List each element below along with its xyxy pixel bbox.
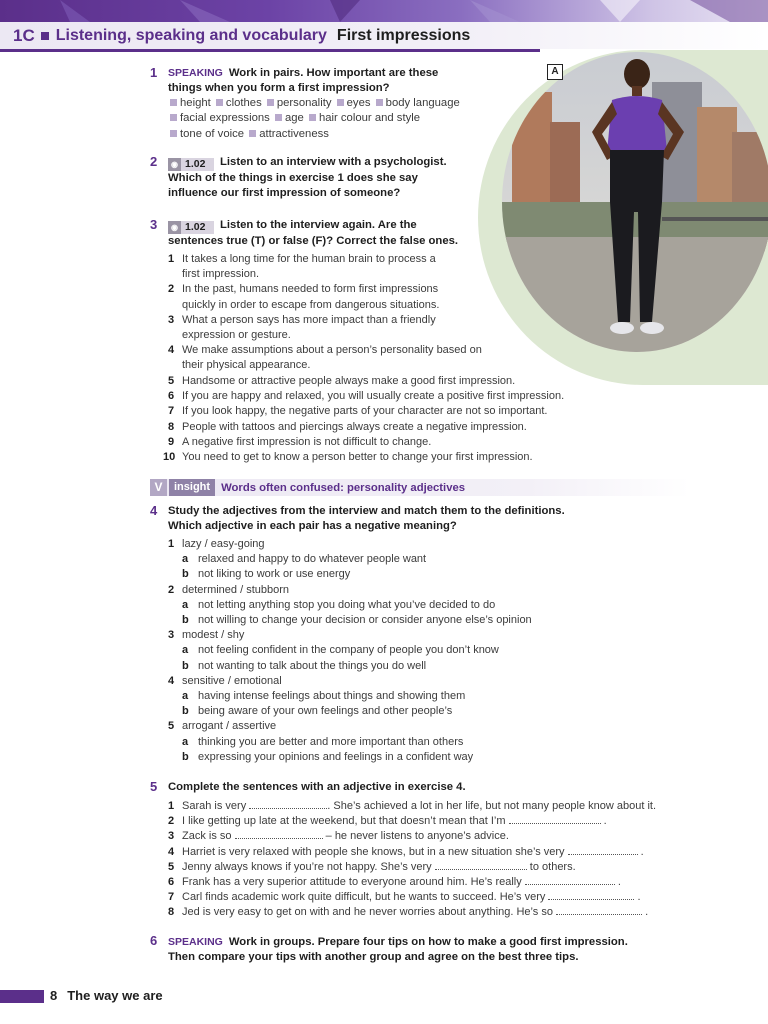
insight-tag: insight: [169, 479, 215, 496]
true-false-list: [168, 252, 598, 374]
item-number: 8: [168, 420, 175, 433]
gap-fill-item: [168, 814, 688, 829]
unit-name: The way we are: [67, 988, 163, 1003]
sentence-end: .: [640, 845, 644, 858]
vocab-word: eyes: [346, 97, 371, 109]
item-text: A negative first impression is not difficult to change.: [182, 435, 432, 448]
vocab-word: height: [180, 97, 211, 109]
item-text: If you look happy, the negative parts of your character are not so important.: [182, 405, 548, 418]
answer-gap[interactable]: [249, 800, 327, 809]
definition-text: being aware of your own feelings and other people’s: [198, 705, 453, 718]
instruction-line: Work in groups. Prepare four tips on how to make a good first impression.: [228, 936, 628, 948]
unit-title-bar: [0, 22, 768, 49]
definition: [168, 613, 532, 628]
speaking-label: SPEAKING: [168, 936, 223, 948]
sentence-end: to others.: [529, 860, 576, 873]
answer-gap[interactable]: [525, 876, 615, 885]
definition-text: not wanting to talk about the things you do well: [198, 659, 427, 672]
vocab-word: age: [284, 112, 304, 125]
item-text: We make assumptions about a person’s personality based on: [182, 344, 482, 357]
exercise-5-instruction: Complete the sentences with an adjective in exercise 4.: [168, 781, 466, 793]
adjective-pair: [168, 537, 532, 552]
item-number: 5: [168, 860, 175, 873]
definition-text: not feeling confident in the company of people you don’t know: [198, 644, 499, 657]
vocab-word: body language: [385, 97, 460, 109]
definition-text: thinking you are better and more important than others: [198, 735, 464, 748]
page-footer: [50, 988, 163, 1003]
definition-text: not liking to work or use energy: [198, 568, 351, 581]
item-text: What a person says has more impact than a friendly: [182, 313, 436, 326]
header-decoration: [0, 0, 768, 22]
item-text: You need to get to know a person better to change your first impression.: [182, 451, 533, 464]
gap-fill-item: [168, 905, 688, 920]
list-item: [163, 450, 608, 465]
exercise-1-instruction: [168, 66, 498, 97]
sentence-end: .: [617, 876, 621, 889]
item-number: 2: [168, 283, 175, 296]
sentence-start: Sarah is very: [182, 800, 247, 812]
adjective-pair: [168, 674, 532, 689]
exercise-number: 6: [150, 933, 158, 948]
true-false-list-continued: [163, 374, 608, 465]
gap-fill-item: [168, 875, 688, 890]
page-number: 8: [50, 988, 58, 1003]
item-number: 4: [168, 344, 175, 357]
adjective-pair: [168, 628, 532, 643]
vocabulary-word-list: [168, 96, 468, 142]
title-divider: [0, 49, 540, 52]
list-item: [168, 343, 598, 373]
vocab-word: attractiveness: [259, 127, 329, 140]
gap-fill-item: [168, 829, 688, 844]
item-number: 3: [168, 830, 175, 843]
answer-gap[interactable]: [435, 861, 527, 870]
vocabulary-insight-bar: [150, 479, 690, 496]
square-bullet-icon: [170, 130, 177, 137]
list-item: [168, 374, 608, 389]
vocab-word: tone of voice: [180, 127, 245, 140]
item-number: 9: [168, 435, 175, 448]
instruction-line: influence our first impression of someone?: [168, 187, 401, 200]
definition: [168, 567, 532, 582]
definition: [168, 598, 532, 613]
vocab-word: facial expressions: [180, 112, 270, 125]
instruction-line: Which of the things in exercise 1 does she say: [168, 172, 418, 184]
square-bullet-icon: [170, 99, 177, 106]
list-item: [168, 389, 608, 404]
instruction-line: Work in pairs. How important are these: [228, 67, 439, 79]
adjective-pair: [168, 719, 532, 734]
footer-bar: [0, 990, 44, 1003]
item-number: 10: [163, 451, 176, 464]
definition-letter: a: [182, 735, 189, 748]
instruction-line: sentences true (T) or false (F)? Correct the false ones.: [168, 235, 459, 247]
item-text: first impression.: [182, 268, 260, 281]
gap-fill-item: [168, 799, 688, 814]
exercise-number: 3: [150, 217, 158, 232]
item-number: 3: [168, 629, 175, 642]
list-item: [168, 420, 608, 435]
item-text: their physical appearance.: [182, 359, 311, 372]
item-text: quickly in order to escape from dangerous situations.: [182, 298, 440, 311]
item-number: 6: [168, 876, 175, 889]
adjective-pair-text: modest / shy: [182, 629, 245, 642]
adjective-pair-text: lazy / easy-going: [182, 538, 265, 550]
sentence-start: Carl finds academic work quite difficult, but he wants to succeed. He’s very: [182, 891, 546, 904]
definition-text: not letting anything stop you doing what you’ve decided to do: [198, 598, 496, 611]
square-bullet-icon: [275, 114, 282, 121]
vocab-word: clothes: [225, 97, 262, 109]
definition-text: not willing to change your decision or consider anyone else’s opinion: [198, 614, 532, 627]
item-text: Handsome or attractive people always make a good first impression.: [182, 375, 516, 387]
adjective-pair: [168, 583, 532, 598]
definition: [168, 659, 532, 674]
sentence-start: Frank has a very superior attitude to everyone around him. He’s really: [182, 876, 522, 889]
square-bullet-icon: [267, 99, 274, 106]
header-band: [0, 0, 768, 22]
list-item: [168, 252, 598, 282]
square-bullet-icon: [337, 99, 344, 106]
adjective-pair-text: determined / stubborn: [182, 583, 290, 596]
speaking-label: SPEAKING: [168, 67, 223, 79]
sentence-end: .: [645, 906, 649, 919]
exercise-number: 5: [150, 779, 158, 794]
adjective-pair-text: arrogant / assertive: [182, 720, 277, 733]
square-bullet-icon: [249, 130, 256, 137]
insight-title: Words often confused: personality adjectives: [221, 481, 466, 494]
definition-letter: a: [182, 553, 189, 566]
square-bullet-icon: [41, 32, 49, 40]
definition-letter: b: [182, 750, 189, 763]
definition: [168, 704, 532, 719]
item-text: In the past, humans needed to form first impressions: [182, 283, 439, 296]
item-number: 5: [168, 720, 175, 733]
definition-letter: b: [182, 705, 189, 718]
item-number: 3: [168, 313, 175, 326]
unit-section-title: Listening, speaking and vocabulary: [55, 26, 327, 44]
item-number: 7: [168, 405, 175, 418]
adjective-pairs-list: [168, 537, 532, 765]
gap-fill-item: [168, 860, 688, 875]
definition: [168, 689, 532, 704]
list-item: [168, 282, 598, 312]
instruction-line: things when you form a first impression?: [168, 82, 390, 95]
item-number: 6: [168, 390, 175, 403]
item-number: 7: [168, 891, 175, 904]
sentence-start: Jenny always knows if you’re not happy. She’s very: [182, 860, 432, 873]
definition: [168, 735, 532, 750]
item-text: It takes a long time for the human brain to process a: [182, 253, 436, 265]
square-bullet-icon: [376, 99, 383, 106]
adjective-pair-text: sensitive / emotional: [182, 674, 282, 687]
instruction-line: Listen to the interview again. Are the: [220, 219, 417, 231]
answer-gap[interactable]: [568, 846, 638, 855]
definition-letter: b: [182, 614, 189, 627]
list-item: [168, 435, 608, 450]
audio-track-number: 1.02: [185, 221, 206, 233]
item-number: 5: [168, 375, 175, 387]
item-text: If you are happy and relaxed, you will usually create a positive first impression.: [182, 390, 565, 403]
item-number: 2: [168, 815, 175, 828]
definition-letter: a: [182, 690, 189, 703]
answer-gap[interactable]: [235, 830, 323, 839]
square-bullet-icon: [170, 114, 177, 121]
sentence-end: .: [637, 891, 641, 904]
vocabulary-badge: V: [150, 479, 167, 496]
list-item: [168, 313, 598, 343]
definition-letter: a: [182, 644, 189, 657]
gap-fill-list: [168, 799, 688, 921]
definition-text: relaxed and happy to do whatever people want: [198, 553, 427, 566]
definition-letter: a: [182, 598, 189, 611]
cd-icon: ◉: [168, 158, 181, 171]
instruction-line: Which adjective in each pair has a negative meaning?: [168, 520, 457, 533]
instruction-line: Listen to an interview with a psychologist.: [220, 156, 447, 168]
instruction-line: Then compare your tips with another group and agree on the best three tips.: [168, 951, 579, 964]
list-item: [168, 404, 608, 419]
sentence-end: . She’s achieved a lot in her life, but not many people know about it.: [327, 800, 657, 812]
exercise-number: 1: [150, 65, 158, 80]
sentence-start: Harriet is very relaxed with people she knows, but in a new situation she’s very: [182, 845, 565, 858]
gap-fill-item: [168, 890, 688, 905]
vocab-word: personality: [276, 97, 332, 109]
gap-fill-item: [168, 845, 688, 860]
exercise-number: 2: [150, 154, 158, 169]
cd-icon: ◉: [168, 221, 181, 234]
square-bullet-icon: [309, 114, 316, 121]
definition-letter: b: [182, 568, 189, 581]
exercise-6-instruction: [168, 935, 688, 966]
item-number: 1: [168, 538, 175, 550]
definition: [168, 552, 532, 567]
definition-letter: b: [182, 659, 189, 672]
audio-track-badge[interactable]: [168, 221, 214, 234]
answer-gap[interactable]: [509, 815, 601, 824]
definition: [168, 643, 532, 658]
answer-gap[interactable]: [556, 906, 642, 915]
sentence-end: .: [603, 815, 607, 828]
item-text: expression or gesture.: [182, 329, 291, 342]
instruction-line: Study the adjectives from the interview and match them to the definitions.: [168, 505, 565, 517]
item-number: 1: [168, 253, 175, 265]
sentence-start: I like getting up late at the weekend, but that doesn’t mean that I’m: [182, 815, 506, 828]
exercise-2-instruction: [168, 155, 488, 202]
audio-track-badge[interactable]: [168, 158, 214, 171]
exercise-3-instruction: [168, 218, 498, 249]
exercise-number: 4: [150, 503, 158, 518]
page-title: First impressions: [336, 26, 471, 44]
square-bullet-icon: [216, 99, 223, 106]
vocab-word: hair colour and style: [318, 112, 421, 125]
item-number: 8: [168, 906, 175, 919]
exercise-4-instruction: [168, 504, 608, 535]
photo-label: A: [547, 64, 563, 80]
audio-track-number: 1.02: [185, 158, 206, 170]
sentence-end: – he never listens to anyone’s advice.: [325, 830, 509, 843]
definition-text: having intense feelings about things and showing them: [198, 690, 466, 703]
unit-code: 1C: [13, 25, 35, 45]
definition: [168, 750, 532, 765]
answer-gap[interactable]: [548, 891, 634, 900]
item-number: 4: [168, 674, 175, 687]
item-number: 1: [168, 800, 175, 812]
sentence-start: Zack is so: [182, 830, 232, 843]
definition-text: expressing your opinions and feelings in a confident way: [198, 750, 474, 763]
item-number: 4: [168, 845, 175, 858]
sentence-start: Jed is very easy to get on with and he never worries about anything. He’s so: [182, 906, 553, 919]
item-text: People with tattoos and piercings always create a negative impression.: [182, 420, 527, 433]
item-number: 2: [168, 583, 175, 596]
